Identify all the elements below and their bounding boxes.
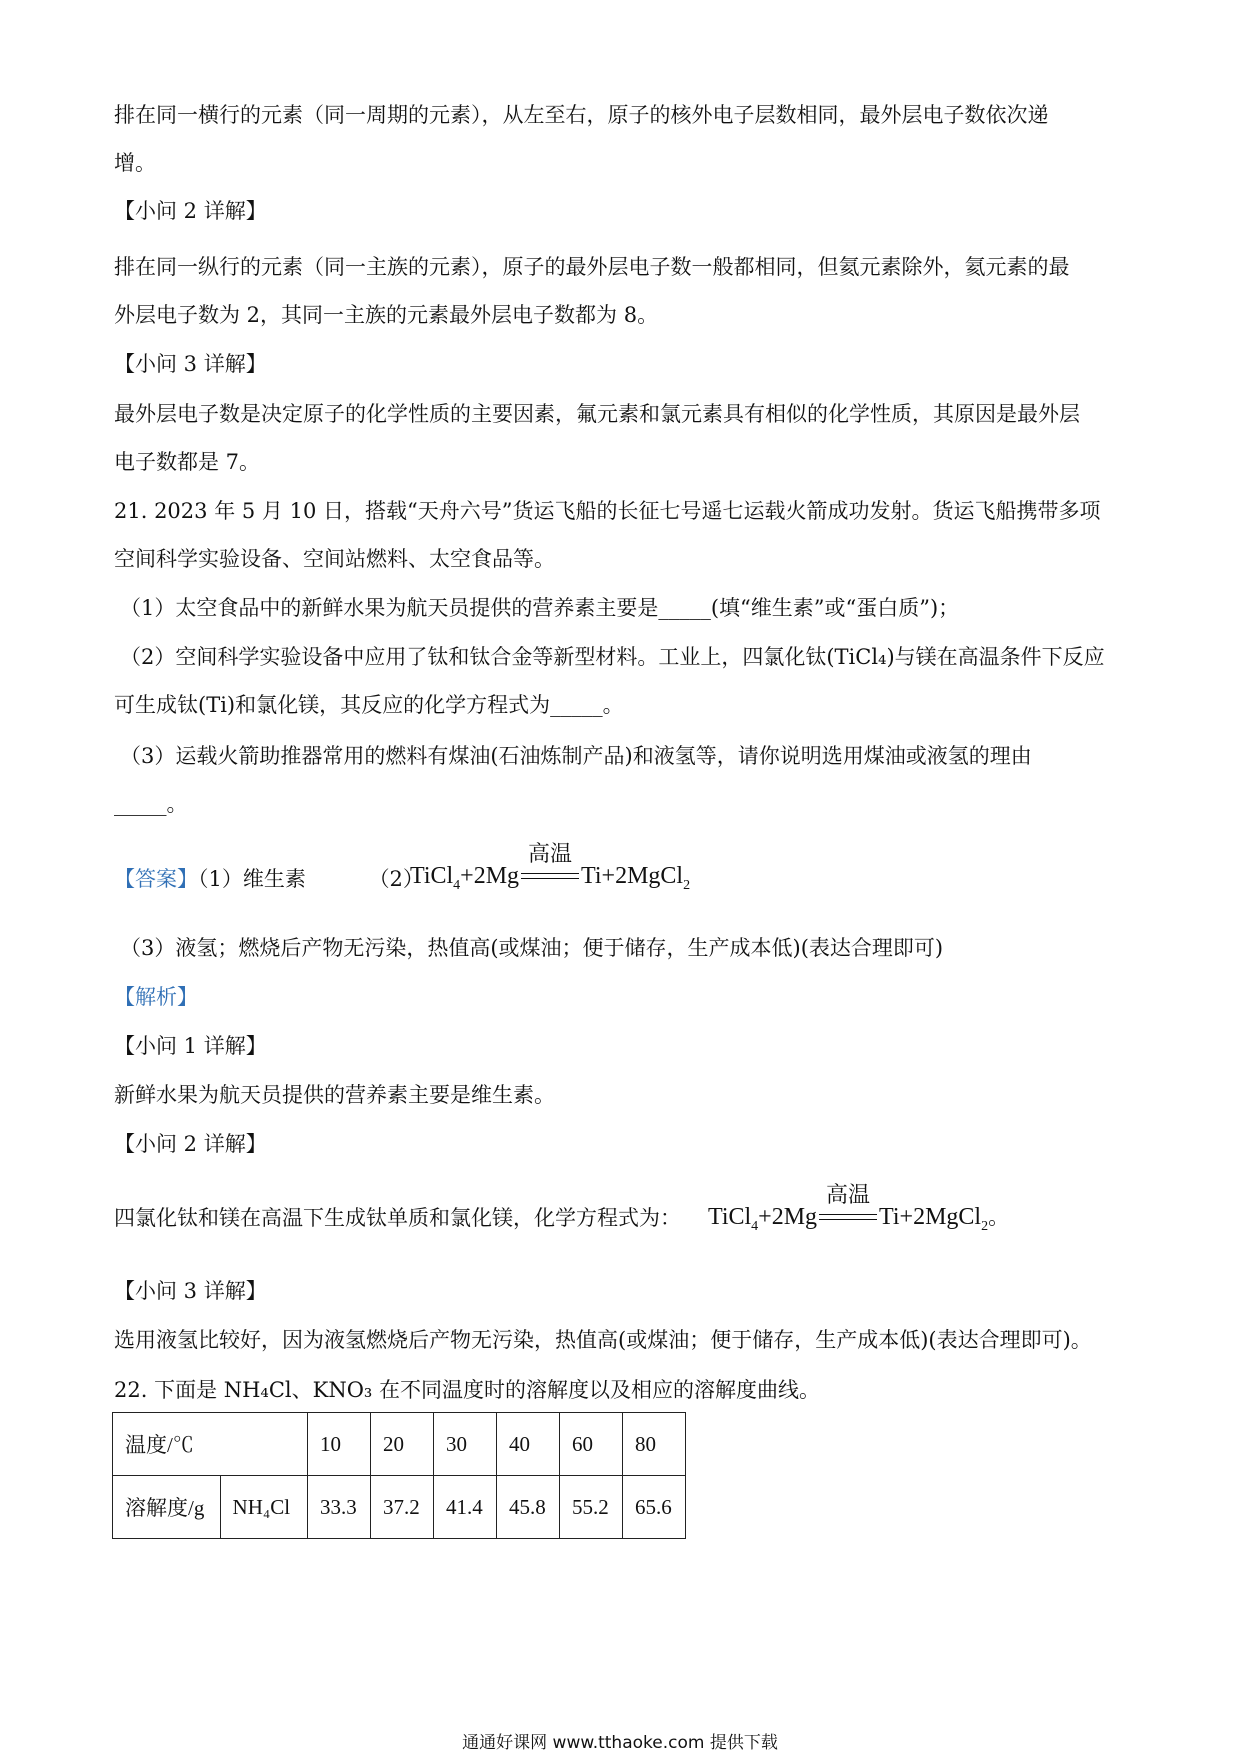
value-cell: 65.6 <box>623 1476 686 1539</box>
temp-cell: 80 <box>623 1413 686 1476</box>
q2-equation-reactant-sub: 4 <box>751 1218 759 1234</box>
q1-detail-text: 新鲜水果为航天员提供的营养素主要是维生素。 <box>114 1083 555 1107</box>
line-1: 增。 <box>114 151 156 175</box>
line-6: 最外层电子数是决定原子的化学性质的主要因素，氟元素和氯元素具有相似的化学性质，其原因是最外层 <box>114 402 1080 426</box>
q2-equation <box>708 1183 1010 1235</box>
question-21-line-1: 21. 2023 年 5 月 10 日，搭载“天舟六号”货运飞船的长征七号遥七运载火箭成功发射。货运飞船携带多项 <box>114 499 1101 523</box>
equation-reactant-rest: +2Mg <box>460 863 520 889</box>
temp-cell: 20 <box>371 1413 434 1476</box>
value-cell: 37.2 <box>371 1476 434 1539</box>
equation-reactant: TiCl <box>410 863 454 889</box>
value-cell: 45.8 <box>497 1476 560 1539</box>
question-21-part-2-line-1: （2）空间科学实验设备中应用了钛和钛合金等新型材料。工业上，四氯化钛(TiCl₄)与镁在高温条件下反应 <box>120 645 1105 669</box>
section-title-q2-detail: 【小问 2 详解】 <box>114 1132 267 1156</box>
value-cell: 41.4 <box>434 1476 497 1539</box>
line-4: 外层电子数为 2，其同一主族的元素最外层电子数都为 8。 <box>114 303 659 327</box>
answer-part-3: （3）液氢；燃烧后产物无污染，热值高(或煤油；便于储存，生产成本低)(表达合理即可) <box>120 936 944 960</box>
solubility-header-cell: 溶解度/g <box>113 1476 221 1539</box>
section-title-q1-detail: 【小问 1 详解】 <box>114 1034 267 1058</box>
line-7: 电子数都是 7。 <box>114 450 261 474</box>
temp-cell: 30 <box>434 1413 497 1476</box>
solubility-table <box>112 1412 686 1539</box>
question-21-part-3-line-2: _____。 <box>114 792 188 816</box>
equation-arrow <box>519 842 581 891</box>
analysis-label: 【解析】 <box>114 985 198 1009</box>
value-cell: 33.3 <box>308 1476 371 1539</box>
section-title-q3: 【小问 3 详解】 <box>114 352 267 376</box>
answer-equation <box>410 842 691 894</box>
substance-cell: NH₄Cl <box>220 1476 307 1539</box>
question-21-part-2-line-2: 可生成钛(Ti)和氯化镁，其反应的化学方程式为_____。 <box>114 693 624 717</box>
temp-cell: 60 <box>560 1413 623 1476</box>
answer-row <box>114 865 424 893</box>
temp-header-cell: 温度/℃ <box>113 1413 308 1476</box>
temp-cell: 10 <box>308 1413 371 1476</box>
equation-reactant-sub: 4 <box>453 877 461 893</box>
q2-equation-product-sub: 2 <box>981 1218 989 1234</box>
q2-equation-end: 。 <box>988 1205 1010 1229</box>
line-3: 排在同一纵行的元素（同一主族的元素），原子的最外层电子数一般都相同，但氦元素除外，氦元素的最 <box>114 255 1070 279</box>
answer-part-2-label: （2） <box>368 867 424 891</box>
q2-equation-product: Ti+2MgCl <box>879 1204 982 1230</box>
question-21-line-2: 空间科学实验设备、空间站燃料、太空食品等。 <box>114 547 555 571</box>
q2-equation-arrow <box>817 1183 879 1232</box>
page-footer: 通通好课网 www.tthaoke.com 提供下载 <box>462 1733 778 1753</box>
equation-product-sub: 2 <box>683 877 691 893</box>
equation-product: Ti+2MgCl <box>581 863 684 889</box>
q2-detail-text: 四氯化钛和镁在高温下生成钛单质和氯化镁，化学方程式为： <box>114 1206 681 1230</box>
question-21-part-1: （1）太空食品中的新鲜水果为航天员提供的营养素主要是_____(填“维生素”或“蛋白质”)； <box>120 596 960 620</box>
table-row-solubility <box>113 1476 686 1539</box>
section-title-q2: 【小问 2 详解】 <box>114 199 267 223</box>
table-row-temperature <box>113 1413 686 1476</box>
question-21-part-3-line-1: （3）运载火箭助推器常用的燃料有煤油(石油炼制产品)和液氢等，请你说明选用煤油或液氢的理由 <box>120 744 1032 768</box>
q2-detail-row <box>114 1204 681 1232</box>
answer-label: 【答案】 <box>114 867 198 891</box>
section-title-q3-detail: 【小问 3 详解】 <box>114 1279 267 1303</box>
q3-detail-text: 选用液氢比较好，因为液氢燃烧后产物无污染，热值高(或煤油；便于储存，生产成本低)(表达合理即可)。 <box>114 1328 1092 1352</box>
q2-equation-condition: 高温 <box>826 1183 871 1209</box>
value-cell: 55.2 <box>560 1476 623 1539</box>
answer-part-1: （1）维生素 <box>198 867 306 891</box>
temp-cell: 40 <box>497 1413 560 1476</box>
q2-equation-reactant: TiCl <box>708 1204 752 1230</box>
q2-equation-reactant-rest: +2Mg <box>758 1204 818 1230</box>
line-0: 排在同一横行的元素（同一周期的元素），从左至右，原子的核外电子层数相同，最外层电子数依次递 <box>114 103 1049 127</box>
equation-condition: 高温 <box>528 842 573 868</box>
question-22-text: 22. 下面是 NH₄Cl、KNO₃ 在不同温度时的溶解度以及相应的溶解度曲线。 <box>114 1378 821 1402</box>
